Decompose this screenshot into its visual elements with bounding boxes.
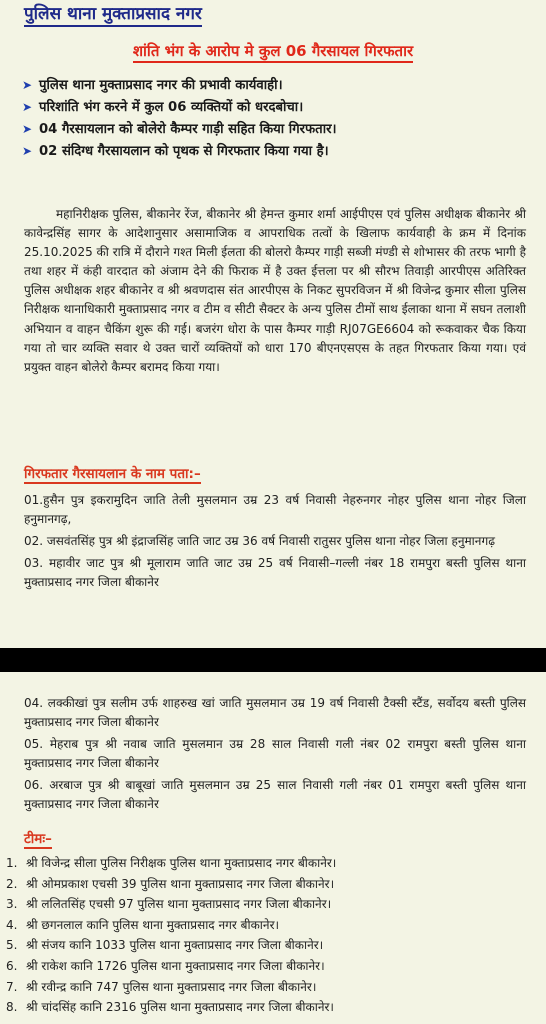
team-member-text: श्री छगनलाल कानि पुलिस थाना मुक्ताप्रसाद नगर बीकानेर। bbox=[26, 917, 280, 932]
team-member bbox=[6, 874, 336, 895]
headline bbox=[0, 41, 546, 61]
team-member bbox=[6, 894, 336, 915]
team-member bbox=[6, 853, 336, 874]
arrested-heading-text: गिरफतार गैरसायलान के नाम पता:– bbox=[24, 466, 201, 482]
team-member-number: 5. bbox=[6, 938, 18, 953]
bullet-item bbox=[22, 140, 337, 162]
team-member-text: श्री ओमप्रकाश एचसी 39 पुलिस थाना मुक्ताप्रसाद नगर जिला बीकानेर। bbox=[26, 876, 335, 891]
arrested-heading bbox=[24, 465, 201, 483]
team-member bbox=[6, 977, 336, 998]
team-member-text: श्री संजय कानि 1033 पुलिस थाना मुक्ताप्रसाद नगर जिला बीकानेर। bbox=[26, 938, 324, 953]
team-member-text: श्री ललितसिंह एचसी 97 पुलिस थाना मुक्ताप्रसाद नगर जिला बीकानेर। bbox=[26, 897, 332, 912]
bullet-text: 04 गैरसायलान को बोलेरो कैम्पर गाड़ी सहित किया गिरफतार। bbox=[39, 122, 337, 137]
team-member bbox=[6, 956, 336, 977]
team-member-number: 2. bbox=[6, 876, 18, 891]
team-member-number: 1. bbox=[6, 856, 18, 870]
arrested-person: 01.हुसैन पुत्र इकरामुदिन जाति तेली मुसलमान उम्र 23 वर्ष निवासी नेहरुनगर नोहर पुलिस थाना नोहर जिला हनुमानगढ़, bbox=[24, 493, 526, 526]
arrow-bullet-icon: ➤ bbox=[22, 78, 33, 92]
bullet-item bbox=[22, 118, 337, 140]
team-member-number: 4. bbox=[6, 917, 18, 932]
arrested-list-part-1 bbox=[24, 491, 526, 595]
arrested-person: 02. जसवंतसिंह पुत्र श्री इंद्राजसिंह जाति जाट उम्र 36 वर्ष निवासी रातुसर पुलिस थाना नोहर जिला हनुमानगढ़ bbox=[24, 534, 495, 548]
team-member-number: 6. bbox=[6, 958, 18, 973]
team-member-number: 7. bbox=[6, 979, 18, 994]
black-divider-band bbox=[0, 648, 546, 672]
arrow-bullet-icon: ➤ bbox=[22, 122, 33, 136]
team-heading-text: टीमः– bbox=[24, 831, 52, 847]
arrested-person: 06. अरबाज पुत्र श्री बाबूखां जाति मुसलमान उम्र 25 साल निवासी गली नंबर 01 रामपुरा बस्ती पुलिस थाना मुक्ताप्रसाद नगर जिला बीकानेर bbox=[24, 778, 526, 811]
team-member-text: श्री विजेन्द्र सीला पुलिस निरीक्षक पुलिस थाना मुक्ताप्रसाद नगर बीकानेर। bbox=[26, 856, 337, 870]
arrested-list-part-2 bbox=[24, 694, 526, 817]
arrested-person: 05. मेहराब पुत्र श्री नवाब जाति मुसलमान उम्र 28 साल निवासी गली नंबर 02 रामपुरा बस्ती पुलिस थाना मुक्ताप्रसाद नगर जिला बीकानेर bbox=[24, 737, 526, 770]
team-member bbox=[6, 915, 336, 936]
team-member-number: 8. bbox=[6, 1000, 18, 1015]
team-heading bbox=[24, 830, 52, 848]
team-member bbox=[6, 997, 336, 1018]
bullet-text: परिशांति भंग करने में कुल 06 व्यक्तियों को धरदबोचा। bbox=[39, 100, 304, 115]
bullet-item bbox=[22, 74, 337, 96]
arrested-person: 03. महावीर जाट पुत्र श्री मूलाराम जाति जाट उम्र 25 वर्ष निवासी–गल्ली नंबर 18 रामपुरा बस्ती पुलिस थाना मुक्ताप्रसाद नगर जिला बीकानेर bbox=[24, 556, 526, 589]
team-member-text: श्री रवीन्द्र कानि 747 पुलिस थाना मुक्ताप्रसाद नगर जिला बीकानेर। bbox=[26, 979, 317, 994]
team-member-text: श्री चांदसिंह कानि 2316 पुलिस थाना मुक्ताप्रसाद नगर जिला बीकानेर। bbox=[26, 1000, 334, 1015]
team-member bbox=[6, 935, 336, 956]
headline-text: शांति भंग के आरोप मे कुल 06 गैरसायल गिरफतार bbox=[133, 42, 413, 63]
team-list bbox=[6, 853, 336, 1018]
team-member-text: श्री राकेश कानि 1726 पुलिस थाना मुक्ताप्रसाद नगर जिला बीकानेर। bbox=[26, 958, 325, 973]
bullet-text: पुलिस थाना मुक्ताप्रसाद नगर की प्रभावी कार्यवाही। bbox=[39, 78, 283, 93]
arrow-bullet-icon: ➤ bbox=[22, 100, 33, 114]
team-member-number: 3. bbox=[6, 897, 18, 912]
bullet-text: 02 संदिग्ध गैरसायलान को पृथक से गिरफतार किया गया है। bbox=[39, 144, 329, 159]
station-title: पुलिस थाना मुक्ताप्रसाद नगर bbox=[24, 4, 202, 27]
incident-paragraph: महानिरीक्षक पुलिस, बीकानेर रेंज, बीकानेर श्री हेमन्त कुमार शर्मा आईपीएस एवं पुलिस अधीक्षक बीकानेर श्री कावेन्द्रसिंह सागर के आदेशानुसार असामाजिक व आपराधिक तत्वों के खिलाफ कार्यवाही के क्रम में दिनांक 25.10.2025 की रात्रि में दौराने गश्त मिली ईलता की बोलरो कैम्पर गाड़ी सब्जी मंण्डी से शोभासर की तरफ भागी है तथा शहर में कंही वारदात को अंजाम देने की फिराक में है उक्त ईत्तला पर श्री सौरभ तिवाड़ी आरपीएस अतिरिक्त पुलिस अधीक्षक शहर बीकानेर व श्री श्रवणदास संत आरपीएस के निकट सुपरविजन में श्री विजेन्द्र कुमार सीला पुलिस निरीक्षक थानाधिकारी मुक्ताप्रसाद नगर व टीम व सीटी सैक्टर के अन्य पुलिस टीमों साथ ईलाका थाना में सघन तलाशी अभियान व वाहन चैकिंग शुरू की गई। बजरंग धोरा के पास कैम्पर गाड़ी RJ07GE6604 को रूकवाकर चैक किया गया तो चार व्यक्ति सवार थे उक्त चारों व्यक्तियों को धारा 170 बीएनएसएस के तहत गिरफतार किया गया। एवं प्रयुक्त वाहन बोलेरो कैम्पर बरामद किया गया। bbox=[24, 207, 526, 374]
arrested-person: 04. लक्कीखां पुत्र सलीम उर्फ शाहरुख खां जाति मुसलमान उम्र 19 वर्ष निवासी टैक्सी स्टैंड, सर्वोदय बस्ती पुलिस मुक्ताप्रसाद नगर जिला बीकानेर bbox=[24, 696, 526, 729]
summary-bullets bbox=[22, 74, 337, 162]
arrow-bullet-icon: ➤ bbox=[22, 144, 33, 158]
bullet-item bbox=[22, 96, 337, 118]
